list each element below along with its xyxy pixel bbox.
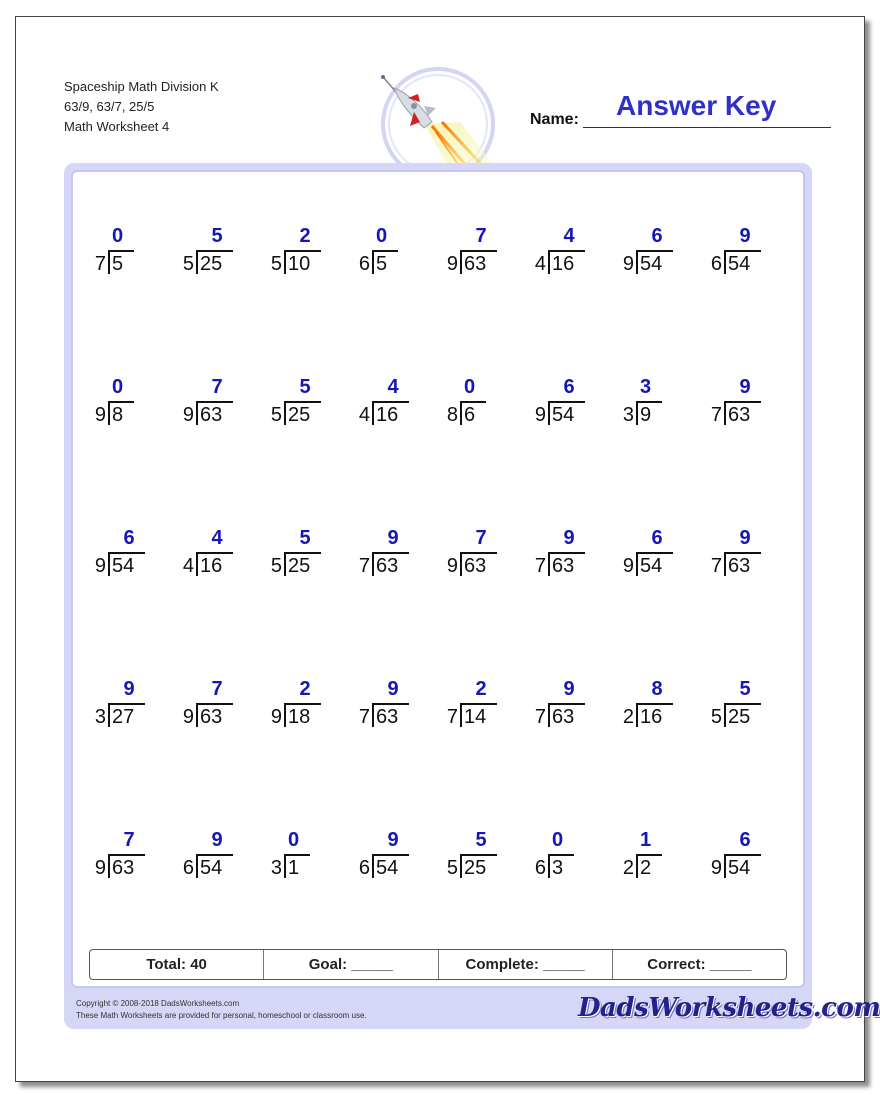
answer-key-title: Answer Key	[616, 90, 777, 121]
quotient-answer: 8	[651, 678, 663, 700]
divisor: 9	[446, 555, 458, 577]
dividend: 16	[552, 253, 575, 275]
divisor: 7	[358, 706, 370, 728]
quotient-answer: 6	[651, 225, 663, 247]
dividend: 6	[464, 404, 476, 426]
quotient-answer: 9	[387, 678, 399, 700]
dividend: 54	[640, 253, 663, 275]
quotient-answer: 7	[211, 678, 223, 700]
divisor: 5	[270, 404, 282, 426]
division-problem	[88, 375, 168, 435]
name-label: Name:	[530, 111, 579, 128]
dividend: 63	[376, 706, 399, 728]
quotient-answer: 0	[112, 376, 124, 398]
dividend: 54	[552, 404, 575, 426]
division-problem	[616, 828, 696, 888]
divisor: 7	[358, 555, 370, 577]
division-bracket	[636, 854, 638, 878]
division-bracket	[548, 552, 550, 576]
divisor: 9	[710, 857, 722, 879]
division-bracket	[108, 552, 110, 576]
division-problem	[440, 375, 520, 435]
dividend: 14	[464, 706, 487, 728]
division-problem	[528, 224, 608, 284]
division-bracket	[284, 854, 286, 878]
dividend: 1	[288, 857, 300, 879]
score-box	[89, 949, 787, 980]
dividend: 8	[112, 404, 124, 426]
dividend: 63	[728, 404, 751, 426]
divisor: 9	[182, 706, 194, 728]
division-bracket	[108, 854, 110, 878]
dividend: 63	[464, 253, 487, 275]
division-bracket	[460, 854, 462, 878]
quotient-answer: 7	[475, 527, 487, 549]
dividend: 54	[112, 555, 135, 577]
dividend: 63	[552, 555, 575, 577]
division-bracket	[372, 250, 374, 274]
division-problem	[264, 526, 344, 586]
quotient-answer: 4	[563, 225, 575, 247]
site-logo: DadsWorksheets.com	[578, 993, 880, 1023]
dividend: 5	[112, 253, 124, 275]
dividend: 54	[640, 555, 663, 577]
divisor: 3	[622, 404, 634, 426]
division-bracket	[196, 854, 198, 878]
division-bracket	[196, 703, 198, 727]
quotient-answer: 5	[299, 527, 311, 549]
dividend: 16	[376, 404, 399, 426]
divisor: 5	[182, 253, 194, 275]
division-problem	[264, 224, 344, 284]
division-bracket	[548, 401, 550, 425]
division-bracket	[372, 703, 374, 727]
quotient-answer: 6	[651, 527, 663, 549]
worksheet-title: Spaceship Math Division K	[64, 79, 219, 94]
division-problem	[704, 375, 784, 435]
division-bracket	[108, 401, 110, 425]
copyright-text: Copyright © 2008-2018 DadsWorksheets.com	[76, 999, 240, 1008]
division-bracket	[724, 401, 726, 425]
divisor: 9	[94, 857, 106, 879]
quotient-answer: 2	[299, 225, 311, 247]
division-problem	[616, 677, 696, 737]
worksheet-header	[64, 77, 219, 137]
quotient-answer: 9	[123, 678, 135, 700]
quotient-answer: 0	[376, 225, 388, 247]
division-bracket	[636, 401, 638, 425]
divisor: 9	[94, 555, 106, 577]
name-line	[583, 127, 831, 128]
division-bracket	[284, 401, 286, 425]
division-bracket	[372, 401, 374, 425]
division-bracket	[724, 854, 726, 878]
score-complete: Complete: _____	[439, 950, 613, 979]
quotient-answer: 3	[640, 376, 652, 398]
divisor: 6	[358, 253, 370, 275]
divisor: 6	[710, 253, 722, 275]
division-problem	[88, 224, 168, 284]
division-problem	[440, 224, 520, 284]
dividend: 3	[552, 857, 564, 879]
dividend: 27	[112, 706, 135, 728]
division-problem	[704, 828, 784, 888]
quotient-answer: 9	[563, 678, 575, 700]
quotient-answer: 9	[387, 829, 399, 851]
dividend: 25	[200, 253, 223, 275]
division-problem	[264, 375, 344, 435]
division-problem	[704, 526, 784, 586]
division-problem	[440, 677, 520, 737]
divisor: 9	[622, 253, 634, 275]
dividend: 54	[200, 857, 223, 879]
divisor: 9	[534, 404, 546, 426]
quotient-answer: 0	[112, 225, 124, 247]
divisor: 4	[534, 253, 546, 275]
divisor: 4	[358, 404, 370, 426]
division-problem	[528, 828, 608, 888]
divisor: 9	[182, 404, 194, 426]
division-bracket	[108, 250, 110, 274]
division-bracket	[548, 250, 550, 274]
division-bracket	[548, 703, 550, 727]
division-problem	[88, 677, 168, 737]
division-bracket	[284, 703, 286, 727]
division-bracket	[372, 552, 374, 576]
division-problem	[616, 375, 696, 435]
dividend: 63	[376, 555, 399, 577]
score-total: Total: 40	[90, 950, 264, 979]
division-bracket	[548, 854, 550, 878]
divisor: 7	[534, 555, 546, 577]
division-problem	[352, 677, 432, 737]
score-goal: Goal: _____	[264, 950, 438, 979]
divisor: 3	[94, 706, 106, 728]
dividend: 54	[728, 857, 751, 879]
division-bracket	[284, 250, 286, 274]
division-bracket	[196, 552, 198, 576]
division-problem	[616, 224, 696, 284]
division-problem	[352, 375, 432, 435]
division-problem	[616, 526, 696, 586]
division-problem	[176, 375, 256, 435]
quotient-answer: 7	[211, 376, 223, 398]
divisor: 5	[270, 253, 282, 275]
quotient-answer: 5	[475, 829, 487, 851]
divisor: 7	[446, 706, 458, 728]
divisor: 7	[534, 706, 546, 728]
division-bracket	[636, 552, 638, 576]
divisor: 5	[270, 555, 282, 577]
quotient-answer: 9	[387, 527, 399, 549]
division-bracket	[724, 250, 726, 274]
divisor: 9	[270, 706, 282, 728]
dividend: 5	[376, 253, 388, 275]
dividend: 54	[376, 857, 399, 879]
division-problem	[264, 677, 344, 737]
quotient-answer: 4	[387, 376, 399, 398]
divisor: 9	[94, 404, 106, 426]
division-problem	[352, 526, 432, 586]
division-bracket	[636, 250, 638, 274]
division-problem	[704, 677, 784, 737]
division-problem	[440, 526, 520, 586]
divisor: 6	[182, 857, 194, 879]
dividend: 63	[552, 706, 575, 728]
dividend: 63	[112, 857, 135, 879]
dividend: 63	[728, 555, 751, 577]
quotient-answer: 9	[739, 225, 751, 247]
division-bracket	[724, 703, 726, 727]
division-problem	[88, 828, 168, 888]
quotient-answer: 9	[739, 376, 751, 398]
quotient-answer: 7	[123, 829, 135, 851]
division-problem	[528, 677, 608, 737]
division-problem	[528, 375, 608, 435]
quotient-answer: 0	[288, 829, 300, 851]
dividend: 63	[464, 555, 487, 577]
division-problem	[264, 828, 344, 888]
divisor: 6	[534, 857, 546, 879]
copyright-block	[76, 998, 367, 1022]
divisor: 4	[182, 555, 194, 577]
division-problem	[352, 828, 432, 888]
division-problem	[440, 828, 520, 888]
quotient-answer: 9	[211, 829, 223, 851]
quotient-answer: 5	[211, 225, 223, 247]
score-correct: Correct: _____	[647, 956, 752, 973]
divisor: 3	[270, 857, 282, 879]
division-bracket	[108, 703, 110, 727]
quotient-answer: 5	[299, 376, 311, 398]
quotient-answer: 9	[739, 527, 751, 549]
worksheet-number: Math Worksheet 4	[64, 119, 170, 134]
division-bracket	[460, 401, 462, 425]
division-bracket	[460, 552, 462, 576]
division-problem	[176, 677, 256, 737]
dividend: 63	[200, 404, 223, 426]
division-bracket	[724, 552, 726, 576]
usage-note: These Math Worksheets are provided for personal, homeschool or classroom use.	[76, 1011, 367, 1020]
divisor: 5	[710, 706, 722, 728]
divisor: 6	[358, 857, 370, 879]
divisor: 9	[622, 555, 634, 577]
dividend: 9	[640, 404, 652, 426]
division-problem	[704, 224, 784, 284]
division-bracket	[196, 401, 198, 425]
quotient-answer: 6	[739, 829, 751, 851]
divisor: 7	[710, 555, 722, 577]
division-problem	[88, 526, 168, 586]
quotient-answer: 7	[475, 225, 487, 247]
divisor: 5	[446, 857, 458, 879]
division-bracket	[196, 250, 198, 274]
quotient-answer: 0	[464, 376, 476, 398]
divisor: 8	[446, 404, 458, 426]
quotient-answer: 2	[475, 678, 487, 700]
dividend: 18	[288, 706, 311, 728]
dividend: 2	[640, 857, 652, 879]
quotient-answer: 2	[299, 678, 311, 700]
division-problem	[176, 828, 256, 888]
dividend: 16	[200, 555, 223, 577]
division-bracket	[284, 552, 286, 576]
quotient-answer: 5	[739, 678, 751, 700]
division-bracket	[636, 703, 638, 727]
division-problem	[528, 526, 608, 586]
dividend: 54	[728, 253, 751, 275]
dividend: 16	[640, 706, 663, 728]
dividend: 10	[288, 253, 311, 275]
division-bracket	[460, 703, 462, 727]
worksheet-subtitle: 63/9, 63/7, 25/5	[64, 99, 155, 114]
division-bracket	[460, 250, 462, 274]
quotient-answer: 1	[640, 829, 652, 851]
dividend: 25	[728, 706, 751, 728]
division-problem	[352, 224, 432, 284]
division-problem	[176, 224, 256, 284]
division-problem	[176, 526, 256, 586]
divisor: 9	[446, 253, 458, 275]
dividend: 63	[200, 706, 223, 728]
quotient-answer: 9	[563, 527, 575, 549]
quotient-answer: 0	[552, 829, 564, 851]
quotient-answer: 6	[563, 376, 575, 398]
quotient-answer: 6	[123, 527, 135, 549]
divisor: 2	[622, 706, 634, 728]
dividend: 25	[464, 857, 487, 879]
division-bracket	[372, 854, 374, 878]
divisor: 7	[94, 253, 106, 275]
dividend: 25	[288, 555, 311, 577]
dividend: 25	[288, 404, 311, 426]
quotient-answer: 4	[211, 527, 223, 549]
divisor: 7	[710, 404, 722, 426]
divisor: 2	[622, 857, 634, 879]
